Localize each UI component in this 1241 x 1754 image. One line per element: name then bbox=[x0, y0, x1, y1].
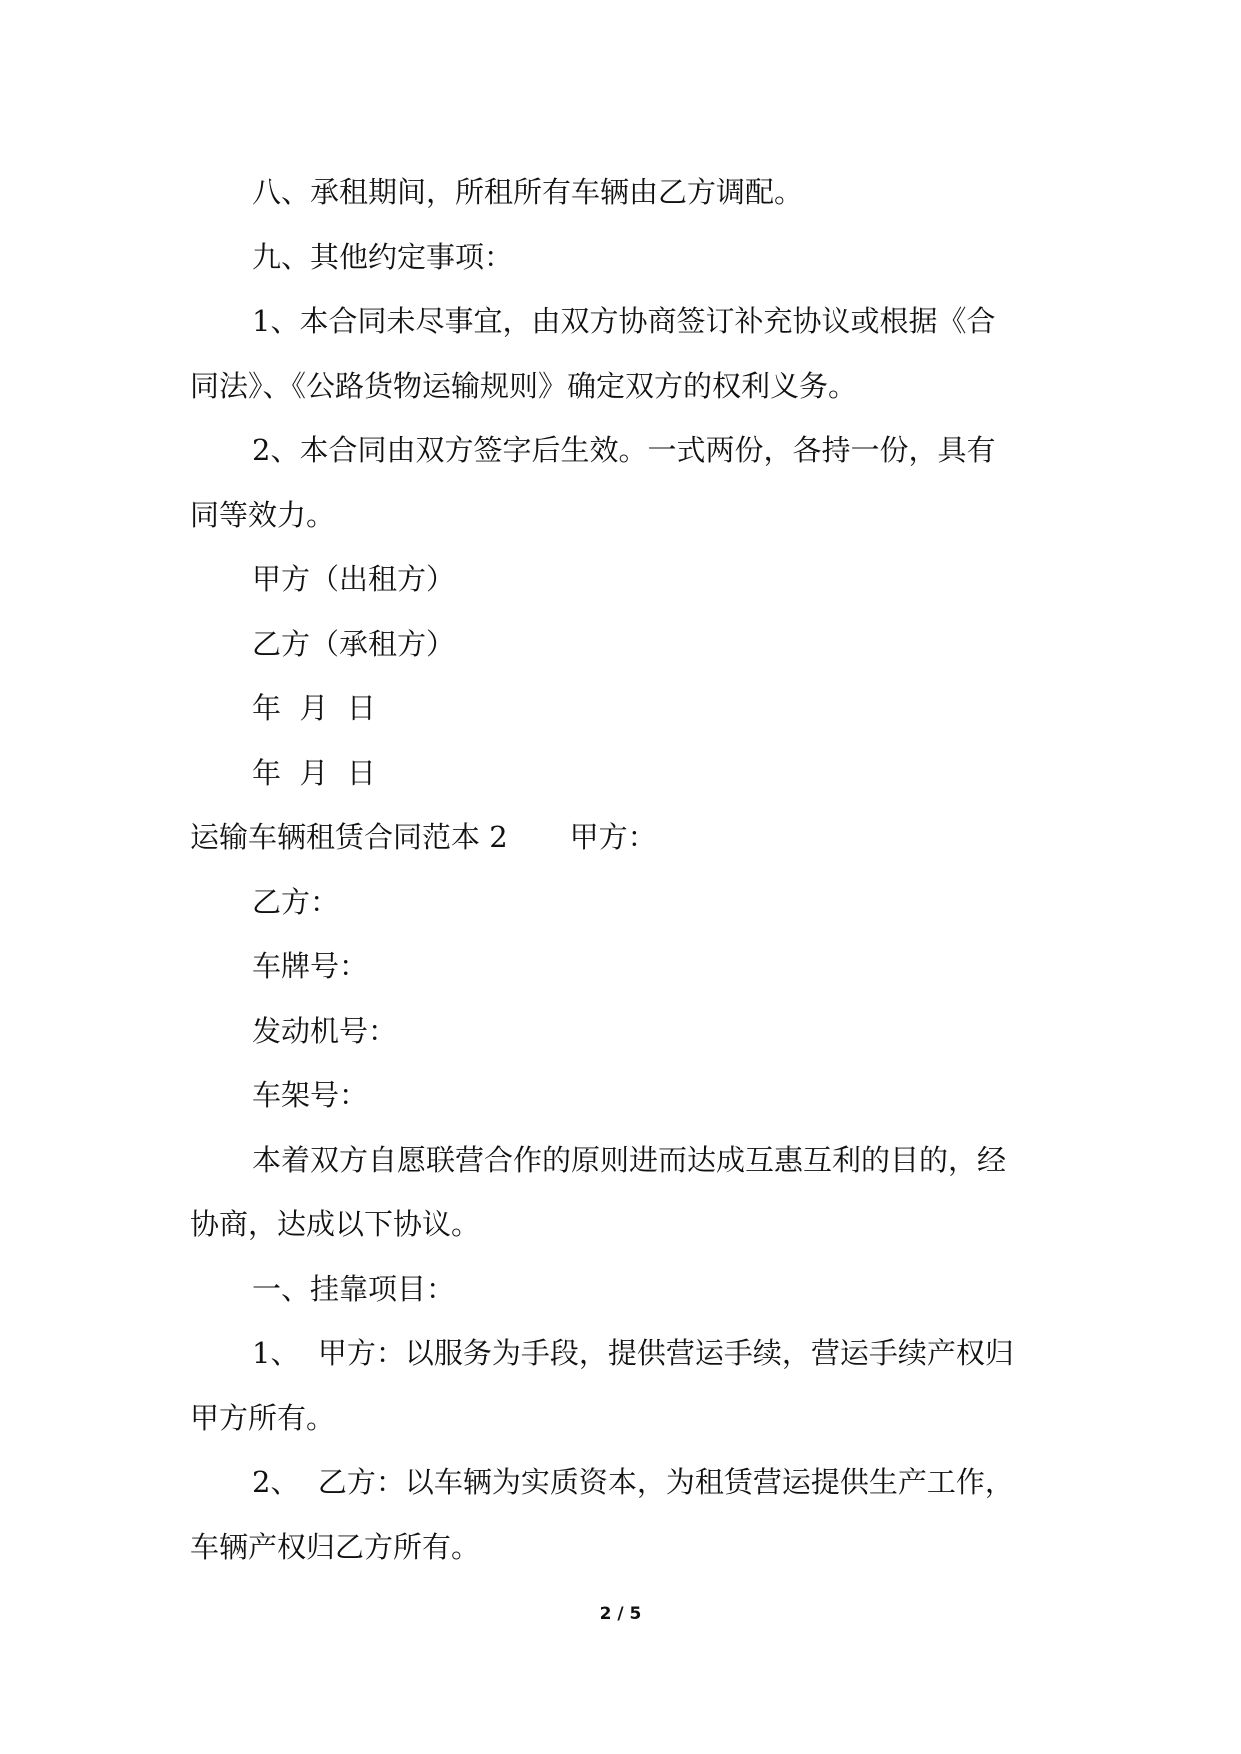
preamble-line-1: 本着双方自愿联营合作的原则进而达成互惠互利的目的，经 bbox=[252, 1142, 1007, 1177]
section-1-2-line-1: 2、 乙方：以车辆为实质资本，为租赁营运提供生产工作， bbox=[252, 1465, 1014, 1499]
clause-8: 八、承租期间，所租所有车辆由乙方调配。 bbox=[252, 175, 804, 209]
contract-2-party-a: 甲方： bbox=[569, 820, 657, 854]
document-body bbox=[190, 160, 1060, 1579]
preamble-line-2: 协商，达成以下协议。 bbox=[190, 1207, 481, 1241]
date-line-a: 年 月 日 bbox=[252, 691, 376, 725]
date-line-b: 年 月 日 bbox=[252, 755, 376, 790]
section-1-1-line-1: 1、 甲方：以服务为手段，提供营运手续，营运手续产权归 bbox=[252, 1336, 1014, 1370]
section-1-1-line-2: 甲方所有。 bbox=[190, 1400, 336, 1435]
section-1-heading: 一、挂靠项目： bbox=[252, 1271, 456, 1306]
page-number: 2 / 5 bbox=[599, 1604, 642, 1624]
clause-9-heading: 九、其他约定事项： bbox=[252, 239, 514, 274]
party-b-lessee: 乙方（承租方） bbox=[252, 626, 456, 661]
contract-2-title: 运输车辆租赁合同范本 2 bbox=[190, 820, 508, 854]
clause-9-1-line-1: 1、本合同未尽事宜，由双方协商签订补充协议或根据《合 bbox=[252, 304, 996, 338]
contract-2-heading-row bbox=[190, 805, 1060, 870]
clause-9-1-line-2: 同法》、《公路货物运输规则》确定双方的权利义务。 bbox=[190, 368, 858, 403]
contract-2-party-b: 乙方： bbox=[252, 884, 340, 919]
chassis-number-field: 车架号： bbox=[252, 1078, 369, 1112]
plate-number-field: 车牌号： bbox=[252, 949, 369, 983]
clause-9-2-line-2: 同等效力。 bbox=[190, 497, 336, 532]
engine-number-field: 发动机号： bbox=[252, 1013, 398, 1048]
section-1-2-line-2: 车辆产权归乙方所有。 bbox=[190, 1529, 481, 1564]
party-a-lessor: 甲方（出租方） bbox=[252, 562, 456, 596]
clause-9-2-line-1: 2、本合同由双方签字后生效。一式两份，各持一份，具有 bbox=[252, 433, 996, 467]
